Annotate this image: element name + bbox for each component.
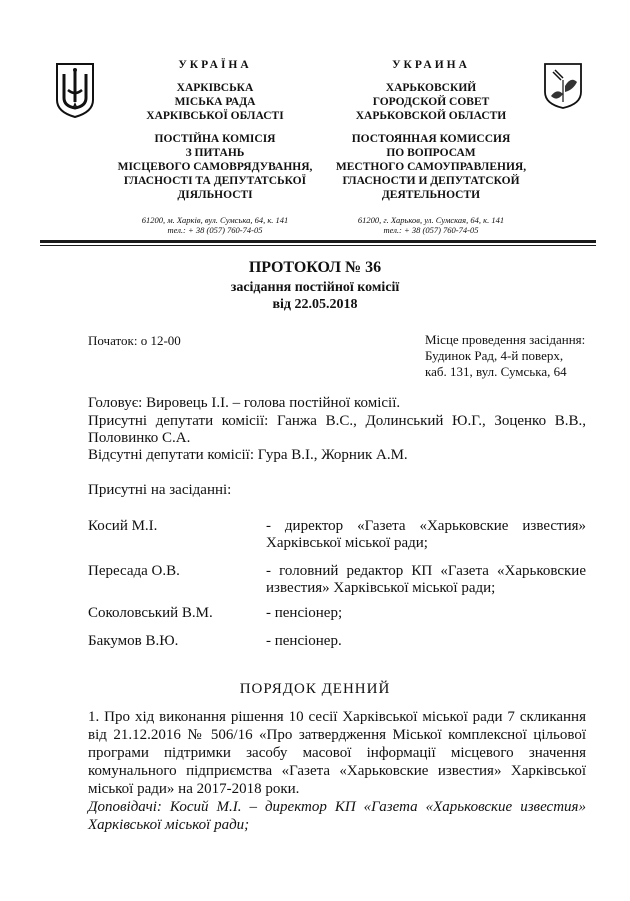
agenda-item-1-line: програми підтримки засобу масової інформації місцевого значення bbox=[88, 745, 586, 761]
invited-name: Соколовський В.М. bbox=[88, 605, 213, 621]
council-name: ХАРЬКОВСКИЙ ГОРОДСКОЙ СОВЕТ ХАРЬКОВСКОЙ ОБЛАСТИ bbox=[355, 82, 507, 122]
commission-name: ПОСТОЯННАЯ КОМИССИЯ ПО ВОПРОСАМ МЕСТНОГО САМОУПРАВЛЕНИЯ, ГЛАСНОСТИ И ДЕПУТАТСКОЙ ДЕЯТЕЛЬНОСТИ bbox=[335, 133, 527, 201]
header-russian bbox=[322, 58, 540, 235]
invited-role: - пенсіонер. bbox=[266, 633, 342, 649]
invited-name: Пересада О.В. bbox=[88, 563, 180, 579]
header-ukrainian bbox=[110, 58, 320, 235]
invited-role: - головний редактор КП «Газета «Харьковские bbox=[266, 563, 586, 579]
meeting-place: Місце проведення засідання: Будинок Рад, 4-й поверх, каб. 131, вул. Сумська, 64 bbox=[425, 332, 586, 379]
header-divider-thin bbox=[40, 245, 596, 246]
invited-role-continued: известия» Харківської міської ради; bbox=[266, 580, 496, 596]
commission-name: ПОСТІЙНА КОМІСІЯ З ПИТАНЬ МІСЦЕВОГО САМОВРЯДУВАННЯ, ГЛАСНОСТІ ТА ДЕПУТАТСЬКОЇ ДІЯЛЬНОСТІ bbox=[117, 133, 313, 201]
agenda-title: ПОРЯДОК ДЕННИЙ bbox=[239, 681, 391, 697]
contact-address: 61200, м. Харків, вул. Сумська, 64, к. 141 тел.: + 38 (057) 760-74-05 bbox=[141, 215, 289, 235]
contact-address: 61200, г. Харьков, ул. Сумская, 64, к. 141 тел.: + 38 (057) 760-74-05 bbox=[357, 215, 505, 235]
invited-role: - директор «Газета «Харьковские известия» bbox=[266, 518, 586, 534]
agenda-item-1-line: комунального підприємства «Газета «Харьковские известия» Харківської bbox=[88, 763, 586, 779]
agenda-item-1-line: від 21.12.2016 № 506/16 «Про затвердження Міської комплексної цільової bbox=[88, 727, 586, 743]
invited-header: Присутні на засіданні: bbox=[88, 482, 232, 498]
invited-name: Косий М.І. bbox=[88, 518, 158, 534]
meeting-start: Початок: о 12-00 bbox=[88, 333, 181, 348]
country-name: УКРАИНА bbox=[392, 59, 470, 71]
protocol-date: від 22.05.2018 bbox=[272, 297, 358, 312]
header-divider-thick bbox=[40, 240, 596, 243]
agenda-item-1-line: міської ради» на 2017-2018 роки. bbox=[88, 781, 300, 797]
agenda-speaker-line: Доповідачі: Косий М.І. – директор КП «Газета «Харьковские известия» bbox=[88, 799, 586, 815]
present-deputies-line1: Присутні депутати комісії: Ганжа В.С., Долинський Ю.Г., Зоценко В.В., bbox=[88, 413, 586, 429]
protocol-subtitle: засідання постійної комісії bbox=[230, 280, 400, 295]
council-name: ХАРКІВСЬКА МІСЬКА РАДА ХАРКІВСЬКОЇ ОБЛАСТІ bbox=[146, 82, 284, 122]
agenda-item-1-line: 1. Про хід виконання рішення 10 сесії Харківської міської ради 7 скликання bbox=[88, 709, 586, 725]
country-name: УКРАЇНА bbox=[178, 59, 252, 71]
invited-name: Бакумов В.Ю. bbox=[88, 633, 179, 649]
invited-role: - пенсіонер; bbox=[266, 605, 343, 621]
protocol-title: ПРОТОКОЛ № 36 bbox=[248, 259, 382, 276]
kharkiv-coat-of-arms-icon bbox=[543, 62, 583, 110]
present-deputies-line2: Половинко С.А. bbox=[88, 430, 191, 446]
chair-line: Головує: Вировець І.І. – голова постійної комісії. bbox=[88, 395, 401, 411]
invited-role-continued: Харківської міської ради; bbox=[266, 535, 428, 551]
absent-deputies: Відсутні депутати комісії: Гура В.І., Жорник А.М. bbox=[88, 447, 408, 463]
tryzub-emblem-icon bbox=[54, 62, 96, 118]
agenda-speaker-line: Харківської міської ради; bbox=[88, 817, 250, 833]
